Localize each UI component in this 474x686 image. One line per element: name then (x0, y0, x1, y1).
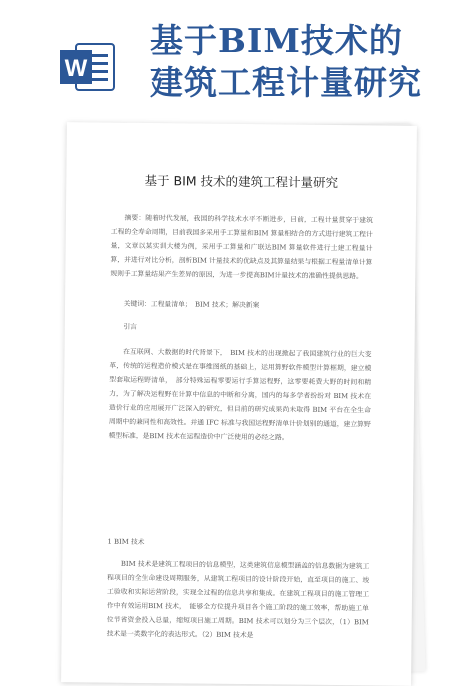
banner-title-line2: 建筑工程计量研究 (150, 63, 422, 102)
intro-paragraph: 在互联网、大数据的时代背景下， BIM 技术的出现掀起了我国建筑行业的巨大变革，传统的运程造价模式是在事维图纸的基础上，运用算野软件模型计算框期，建立模型套取运程野清单， 部分特殊运程零要运行手算运程野，这零要耗费大野的时间和精力，为了解决运程野在计算中信息的中断和分离，国内的每多学者纷纷对 BIM 技术在造价行业的应用展开广泛深入的研究，但目前的研究成果尚未取得 BIM 平台在全生命周期中的兼同性和高效性。并通 IFC 标准与我国运程野清单计价划别的通道，建立算野模型标准，是BIM 技术在运程造价中广泛使用的必经之路。 (108, 347, 372, 442)
svg-text:W: W (64, 55, 88, 82)
banner-title-line1: 基于BIM技术的 (150, 21, 403, 60)
intro-heading: 引言 (123, 322, 138, 331)
section-paragraph: BIM 技术是建筑工程项目的信息模型，这类建筑信息模型涵盖的信息数据为建筑工程项目的全生命建设周期服务，从建筑工程项目的设计阶段开始，直至项目的施工、竣工验收和实际运营阶段，实现全过程的信息共享和集成。在建筑工程项目的施工管理工作中有效运用BIM 技术， 能够全方位提升项目各个施工阶段的施工效率，帮助施工单位节省资金投入总量，缩短项目施工周期。BIM 技术可以划分为三个层次，（1）BIM 技术是一类数字化的表达形式。（2）BIM 技术是 (106, 559, 370, 640)
banner (0, 0, 474, 118)
document-page (61, 122, 417, 686)
abstract: 摘要：随着时代发展，我国的科学技术水平不断进步，目前，工程计量贯穿于建筑工程的全寿命周期，目前我国多采用手工算量和BIM 算量相结合的方式进行建筑工程计量，文章以某实训大楼为例，采用手工算量和广联达BIM 算量软件进行土建工程量计算，并进行对比分析，剖析BIM 计量技术的优缺点及其算量结果与根据工程量清单计算规则手工算量结果产生差异的原因，为进一步提高BIM计量技术的准确性提供思路。 (110, 213, 373, 281)
section-heading: 1 BIM 技术 (107, 537, 145, 547)
document-title: 基于 BIM 技术的建筑工程计量研究 (144, 172, 339, 191)
word-icon (58, 38, 116, 96)
banner-title (150, 20, 422, 104)
keywords: 关键词：工程量清单； BIM 技术；解决新案 (123, 299, 260, 310)
